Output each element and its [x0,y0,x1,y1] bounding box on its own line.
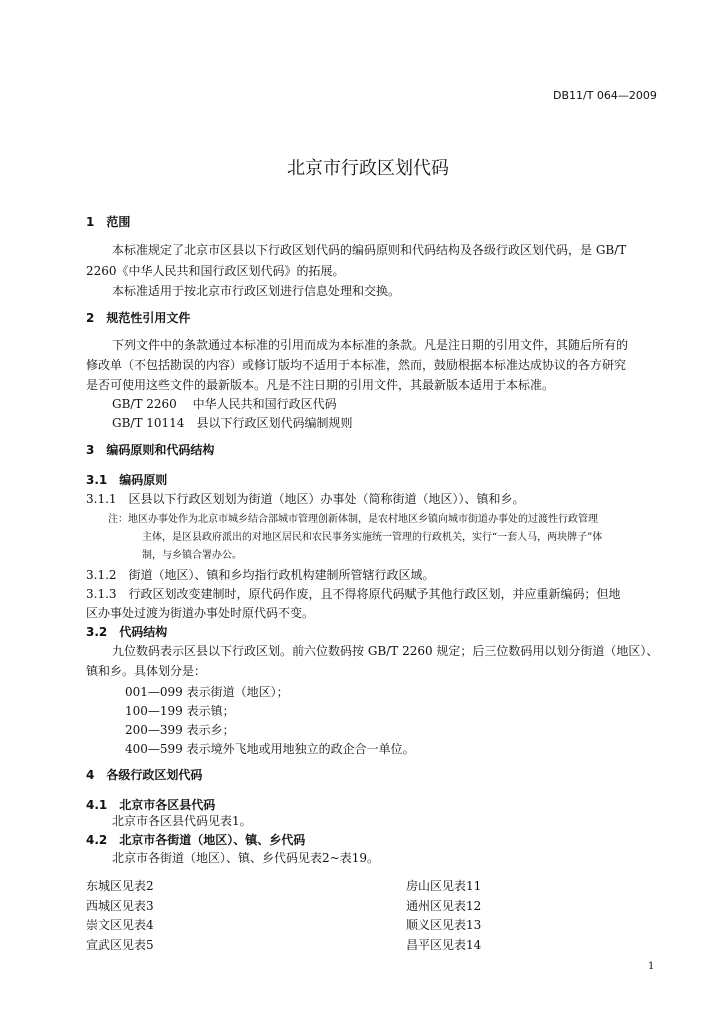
district-ref-right: 通州区见表12 [406,899,482,913]
district-ref-left: 崇文区见表4 [86,918,154,932]
note-line-1: 注：地区办事处作为北京市城乡结合部城市管理创新体制，是农村地区乡镇向城市街道办事处的过渡性行政管理 [108,514,598,525]
section-2-paragraph-line-3: 是否可使用这些文件的最新版本。凡是不注日期的引用文件，其最新版本适用于本标准。 [86,378,555,392]
section-4-heading: 4 各级行政区划代码 [86,768,203,782]
section-1-paragraph-line-1: 本标准规定了北京市区县以下行政区划代码的编码原则和代码结构及各级行政区划代码，是 GB/T [112,243,627,257]
clause-3-1-1: 3.1.1 区县以下行政区划划为街道（地区）办事处（简称街道（地区））、镇和乡。 [86,492,525,506]
page-title: 北京市行政区划代码 [287,158,449,179]
district-ref-left: 宣武区见表5 [86,938,154,952]
reference-gbt-2260: GB/T 2260 中华人民共和国行政区代码 [112,397,337,411]
section-4-1-heading: 4.1 北京市各区县代码 [86,798,216,812]
district-ref-left: 西城区见表3 [86,899,154,913]
section-3-1-heading: 3.1 编码原则 [86,473,168,487]
section-2-paragraph-line-2: 修改单（不包括勘误的内容）或修订版均不适用于本标准，然而，鼓励根据本标准达成协议的各方研究 [86,358,627,372]
clause-3-1-3-line-2: 区办事处过渡为街道办事处时原代码不变。 [86,606,315,620]
section-1-heading: 1 范围 [86,215,131,229]
list-item: 200—399 表示乡； [125,723,235,737]
section-3-heading: 3 编码原则和代码结构 [86,443,215,457]
list-item: 001—099 表示街道（地区）； [125,685,289,699]
section-1-paragraph-line-2: 2260《中华人民共和国行政区划代码》的拓展。 [86,264,345,278]
section-4-2-heading: 4.2 北京市各街道（地区）、镇、乡代码 [86,833,306,847]
district-ref-right: 房山区见表11 [406,879,482,893]
doc-code-header: DB11/T 064—2009 [553,89,657,102]
section-4-1-text: 北京市各区县代码见表1。 [112,814,252,828]
reference-gbt-10114: GB/T 10114 县以下行政区划代码编制规则 [112,416,353,430]
district-ref-left: 东城区见表2 [86,879,154,893]
section-2-paragraph-line-1: 下列文件中的条款通过本标准的引用而成为本标准的条款。凡是注日期的引用文件，其随后所有的 [112,338,629,352]
clause-3-1-3-line-1: 3.1.3 行政区划改变建制时，原代码作废，且不得将原代码赋予其他行政区划，并应重新编码；但地 [86,587,621,601]
note-line-2: 主体，是区县政府派出的对地区居民和农民事务实施统一管理的行政机关，实行“一套人马，两块牌子”体 [142,532,603,543]
note-line-3: 制，与乡镇合署办公。 [142,550,242,561]
code-structure-line-2: 镇和乡。具体划分是： [86,664,207,678]
code-structure-line-1: 九位数码表示区县以下行政区划。前六位数码按 GB/T 2260 规定；后三位数码用以划分街道（地区）、 [112,644,659,658]
list-item: 100—199 表示镇； [125,704,235,718]
clause-3-1-2: 3.1.2 街道（地区）、镇和乡均指行政机构建制所管辖行政区域。 [86,568,435,582]
section-2-heading: 2 规范性引用文件 [86,311,191,325]
section-1-paragraph-2: 本标准适用于按北京市行政区划进行信息处理和交换。 [112,284,401,298]
list-item: 400—599 表示境外飞地或用地独立的政企合一单位。 [125,742,415,756]
district-ref-right: 顺义区见表13 [406,918,482,932]
page-number: 1 [648,961,655,972]
section-3-2-heading: 3.2 代码结构 [86,625,168,639]
section-4-2-text: 北京市各街道（地区）、镇、乡代码见表2~表19。 [112,851,379,865]
district-ref-right: 昌平区见表14 [406,938,482,952]
